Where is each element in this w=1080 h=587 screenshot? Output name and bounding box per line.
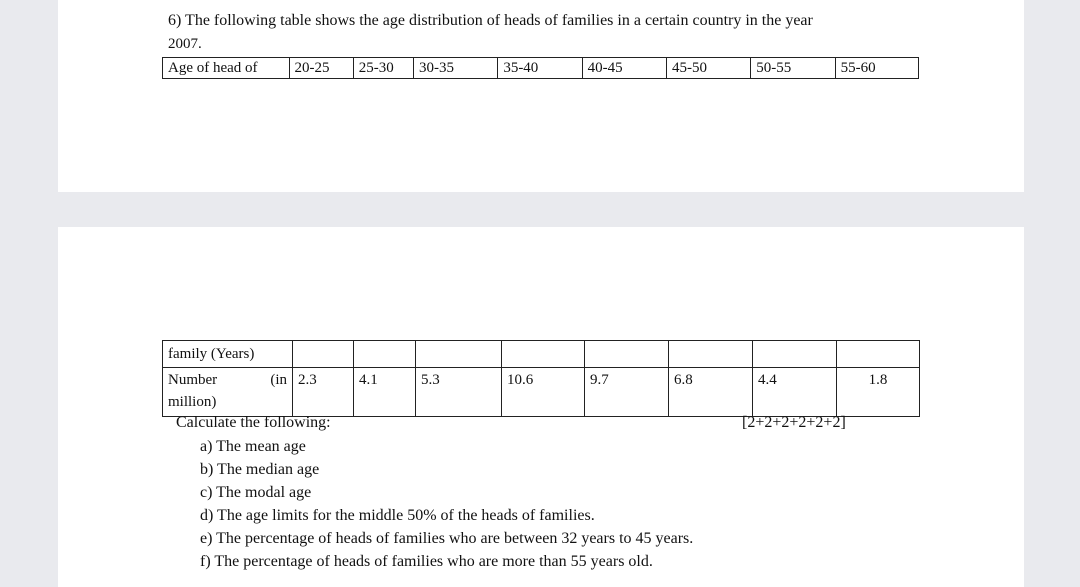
row-label-age: Age of head of xyxy=(163,58,290,79)
value-cell: 6.8 xyxy=(669,368,753,417)
list-item: f) The percentage of heads of families who are more than 55 years old. xyxy=(200,553,653,570)
value-cell: 2.3 xyxy=(293,368,354,417)
age-group-cell: 50-55 xyxy=(751,58,835,79)
age-group-cell: 55-60 xyxy=(835,58,918,79)
table-row xyxy=(163,58,919,79)
list-item: e) The percentage of heads of families who are between 32 years to 45 years. xyxy=(200,530,694,547)
number-label-word: Number xyxy=(168,372,218,388)
age-group-cell: 30-35 xyxy=(413,58,497,79)
value-cell: 9.7 xyxy=(585,368,669,417)
age-group-cell: 45-50 xyxy=(666,58,750,79)
number-label-unit: million) xyxy=(168,394,217,410)
list-item: a) The mean age xyxy=(200,438,306,455)
row-label-number xyxy=(163,368,293,417)
number-label-in: (in xyxy=(270,372,287,388)
age-group-cell: 40-45 xyxy=(582,58,666,79)
value-cell: 5.3 xyxy=(416,368,502,417)
table-row xyxy=(163,368,920,417)
value-cell: 10.6 xyxy=(502,368,585,417)
question-text: 6) The following table shows the age distribution of heads of families in a certain country in the year xyxy=(168,12,813,29)
list-item: b) The median age xyxy=(200,461,320,478)
table-row xyxy=(163,341,920,368)
age-table-header xyxy=(162,57,919,79)
question-year: 2007. xyxy=(168,36,202,52)
value-cell: 4.4 xyxy=(753,368,837,417)
marks-allocation: [2+2+2+2+2+2] xyxy=(742,414,846,431)
age-group-cell: 20-25 xyxy=(289,58,353,79)
value-cell: 4.1 xyxy=(354,368,416,417)
list-item: d) The age limits for the middle 50% of the heads of families. xyxy=(200,507,595,524)
age-table-body xyxy=(162,340,920,417)
list-item: c) The modal age xyxy=(200,484,312,501)
value-cell: 1.8 xyxy=(837,368,920,417)
calculate-intro: Calculate the following: xyxy=(176,414,331,431)
age-group-cell: 25-30 xyxy=(353,58,413,79)
age-group-cell: 35-40 xyxy=(498,58,582,79)
row-label-family: family (Years) xyxy=(163,341,293,368)
